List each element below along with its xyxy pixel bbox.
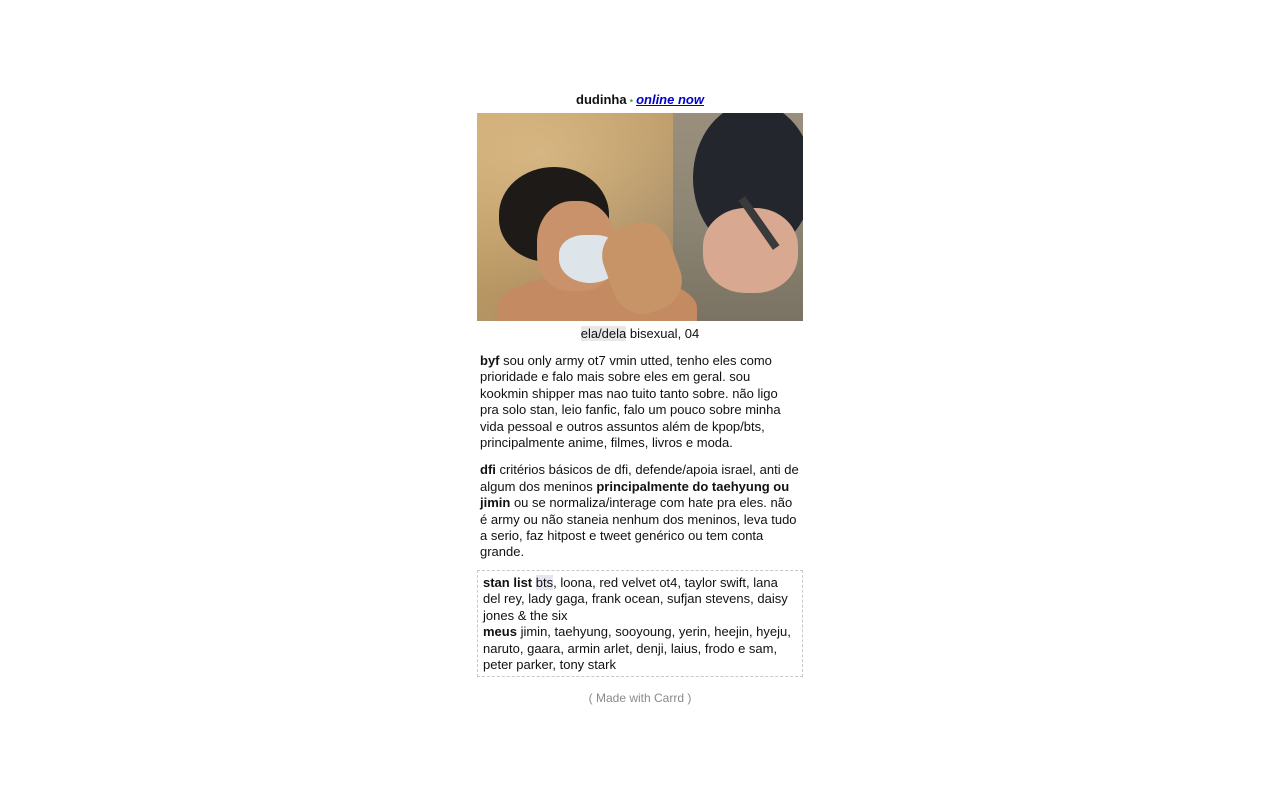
dfi-text-before: critérios básicos de dfi, defende/apoia israel, anti de algum dos meninos	[480, 462, 799, 494]
byf-label: byf	[480, 353, 500, 368]
photo-reflection-hand	[703, 208, 798, 293]
stan-list-first: bts	[535, 574, 554, 590]
meus-line	[483, 624, 797, 673]
dfi-section	[480, 462, 800, 560]
profile-name: dudinha	[576, 92, 627, 107]
byf-section	[480, 353, 800, 451]
dfi-label: dfi	[480, 462, 496, 478]
stan-list-label: stan list	[483, 574, 533, 590]
byf-text: sou only army ot7 vmin utted, tenho eles como prioridade e falo mais sobre eles em geral. sou kookmin shipper mas nao tuito tanto sobre. não ligo pra solo stan, leio fanfic, falo um pouco sobre minha vida pessoal e outros assuntos além de kpop/bts, principalmente anime, filmes, livros e moda.	[480, 353, 781, 451]
made-with-carrd-link[interactable]: ( Made with Carrd )	[588, 691, 692, 706]
profile-caption	[477, 326, 803, 342]
online-dot-icon: •	[629, 96, 634, 107]
meus-label: meus	[483, 624, 517, 640]
pronouns: ela/dela	[580, 326, 627, 341]
dfi-emphasis: principalmente do taehyung ou jimin	[480, 478, 790, 511]
profile-photo	[477, 113, 803, 321]
stan-list-line	[483, 575, 797, 624]
identity-details: bisexual, 04	[626, 326, 700, 341]
stan-list-rest: , loona, red velvet ot4, taylor swift, lana del rey, lady gaga, frank ocean, sufjan stevens, daisy jones & the six	[483, 574, 788, 623]
online-status-link[interactable]: online now	[636, 92, 704, 107]
dfi-text-after: ou se normaliza/interage com hate pra eles. não é army ou não staneia nenhum dos meninos, leva tudo a serio, faz hitpost e tweet genérico ou tem conta grande.	[480, 495, 797, 560]
stan-list-box	[477, 570, 803, 677]
profile-header	[477, 92, 803, 108]
meus-text: jimin, taehyung, sooyoung, yerin, heejin, hyeju, naruto, gaara, armin arlet, denji, laius, frodo e sam, peter parker, tony stark	[483, 624, 791, 672]
profile-card	[477, 92, 803, 705]
